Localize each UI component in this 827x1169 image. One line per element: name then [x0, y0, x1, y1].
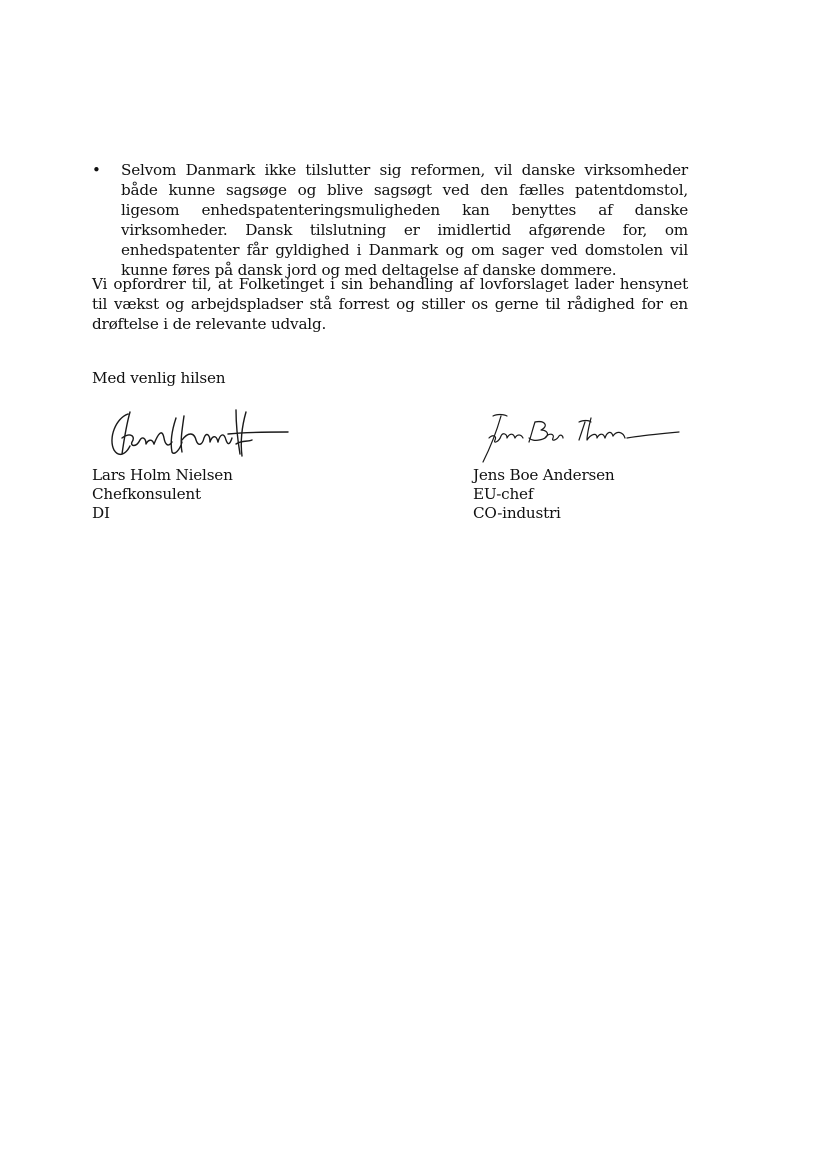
body-paragraph: Vi opfordrer til, at Folketinget i sin behandling af lovforslaget lader hensynet til vækst og arbejdspladser stå forrest og stiller os gerne til rådighed for en drøftelse i de relevante udvalg. — [92, 275, 688, 333]
bullet-symbol: • — [92, 161, 101, 179]
signer-title: Chefkonsulent — [92, 485, 201, 503]
signer-organization: CO-industri — [473, 504, 561, 522]
closing-salutation: Med venlig hilsen — [92, 369, 226, 387]
signer-name: Jens Boe Andersen — [473, 466, 615, 484]
signature-jens-boe-andersen — [479, 408, 684, 466]
signer-organization: DI — [92, 504, 110, 522]
signature-lars-holm-nielsen — [106, 404, 291, 464]
signer-name: Lars Holm Nielsen — [92, 466, 233, 484]
signer-left — [92, 466, 342, 523]
signer-right — [473, 466, 723, 523]
bullet-item — [92, 160, 688, 280]
signer-title: EU-chef — [473, 485, 534, 503]
bullet-text: Selvom Danmark ikke tilslutter sig reformen, vil danske virksomheder både kunne sagsøge og blive sagsøgt ved den fælles patentdomstol, ligesom enhedspatenteringsmuligheden kan benyttes af danske virksomheder. Dansk tilslutning er imidlertid afgørende for, om enhedspatenter får gyldighed i Danmark og om sager ved domstolen vil kunne føres på dansk jord og med deltagelse af danske dommere. — [121, 161, 688, 279]
